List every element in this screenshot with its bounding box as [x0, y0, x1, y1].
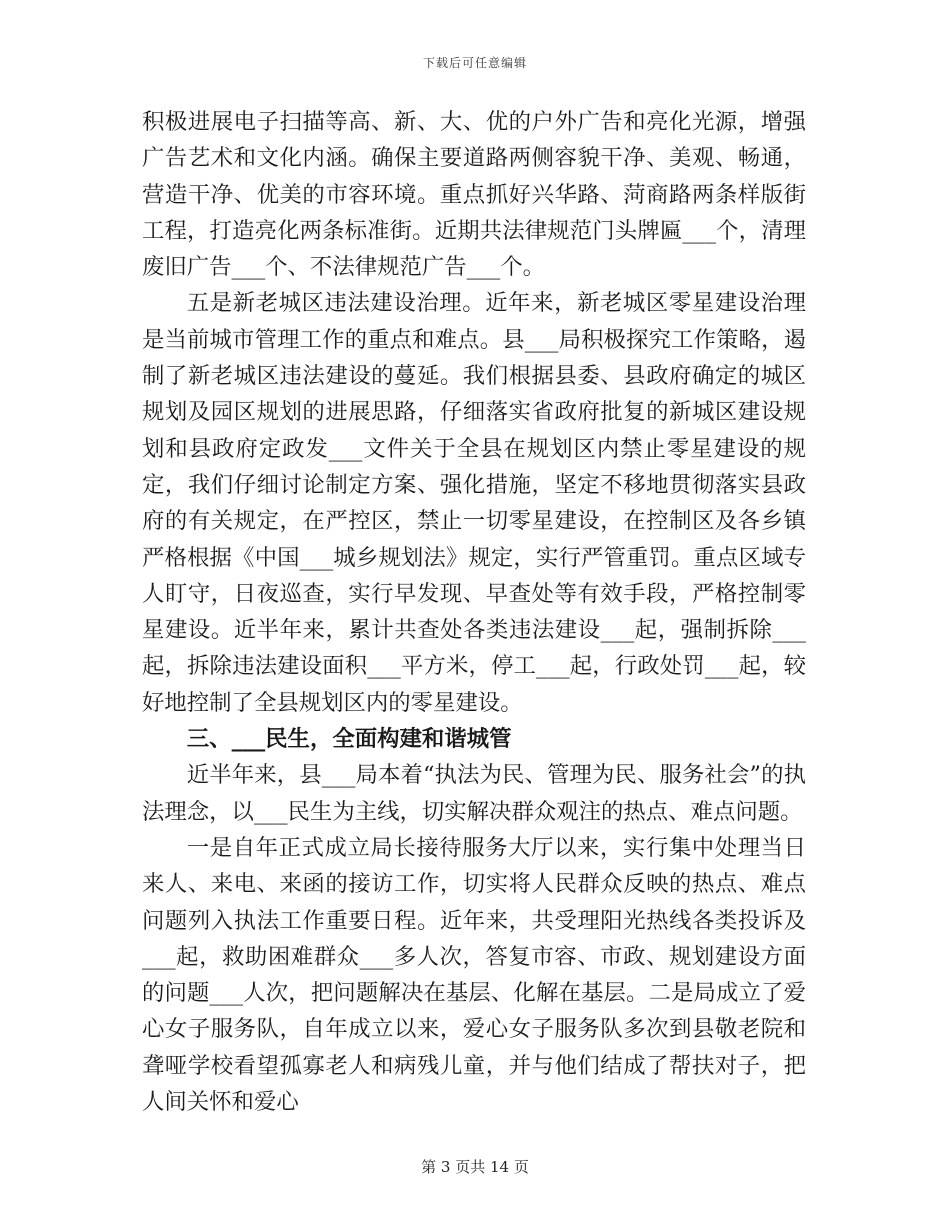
document-body — [142, 104, 806, 1120]
paragraph-illegal-construction: 五是新老城区违法建设治理。近年来，新老城区零星建设治理是当前城市管理工作的重点和难点。县___局积极探究工作策略，遏制了新老城区违法建设的蔓延。我们根据县委、县政府确定的城区规划及园区规划的进展思路，仔细落实省政府批复的新城区建设规划和县政府定政发___文件关于全县在规划区内禁止零星建设的规定，我们仔细讨论制定方案、强化措施，坚定不移地贯彻落实县政府的有关规定，在严控区，禁止一切零星建设，在控制区及各乡镇严格根据《中国___城乡规划法》规定，实行严管重罚。重点区域专人盯守，日夜巡查，实行早发现、早查处等有效手段，严格控制零星建设。近半年来，累计共查处各类违法建设___起，强制拆除___起，拆除违法建设面积___平方米，停工___起，行政处罚___起，较好地控制了全县规划区内的零星建设。 — [142, 290, 806, 716]
page-number: 第 3 页共 14 页 — [421, 1158, 529, 1176]
paragraph-service-hall: 一是自年正式成立局长接待服务大厅以来，实行集中处理当日来人、来电、来函的接访工作，切实将人民群众反映的热点、难点问题列入执法工作重要日程。近年来，共受理阳光热线各类投诉及___起，救助困难群众___多人次，答复市容、市政、规划建设方面的问题___人次，把问题解决在基层、化解在基层。二是局成立了爱心女子服务队，自年成立以来，爱心女子服务队多次到县敬老院和聋哑学校看望孤寡老人和病残儿童，并与他们结成了帮扶对子，把人间关怀和爱心 — [142, 834, 806, 1116]
paragraph-continuation: 积极进展电子扫描等高、新、大、优的户外广告和亮化光源，增强广告艺术和文化内涵。确保主要道路两侧容貌干净、美观、畅通，营造干净、优美的市容环境。重点抓好兴华路、菏商路两条样版街工程，打造亮化两条标准街。近期共法律规范门头牌匾___个，清理废旧广告___个、不法律规范广告___个。 — [142, 109, 806, 281]
section-heading: 三、___民生，全面构建和谐城管 — [186, 726, 512, 753]
paragraph-intro: 近半年来，县___局本着“执法为民、管理为民、服务社会”的执法理念，以___民生为主线，切实解决群众观注的热点、难点问题。 — [142, 762, 806, 825]
page-header: 下载后可任意编辑 — [422, 56, 527, 70]
